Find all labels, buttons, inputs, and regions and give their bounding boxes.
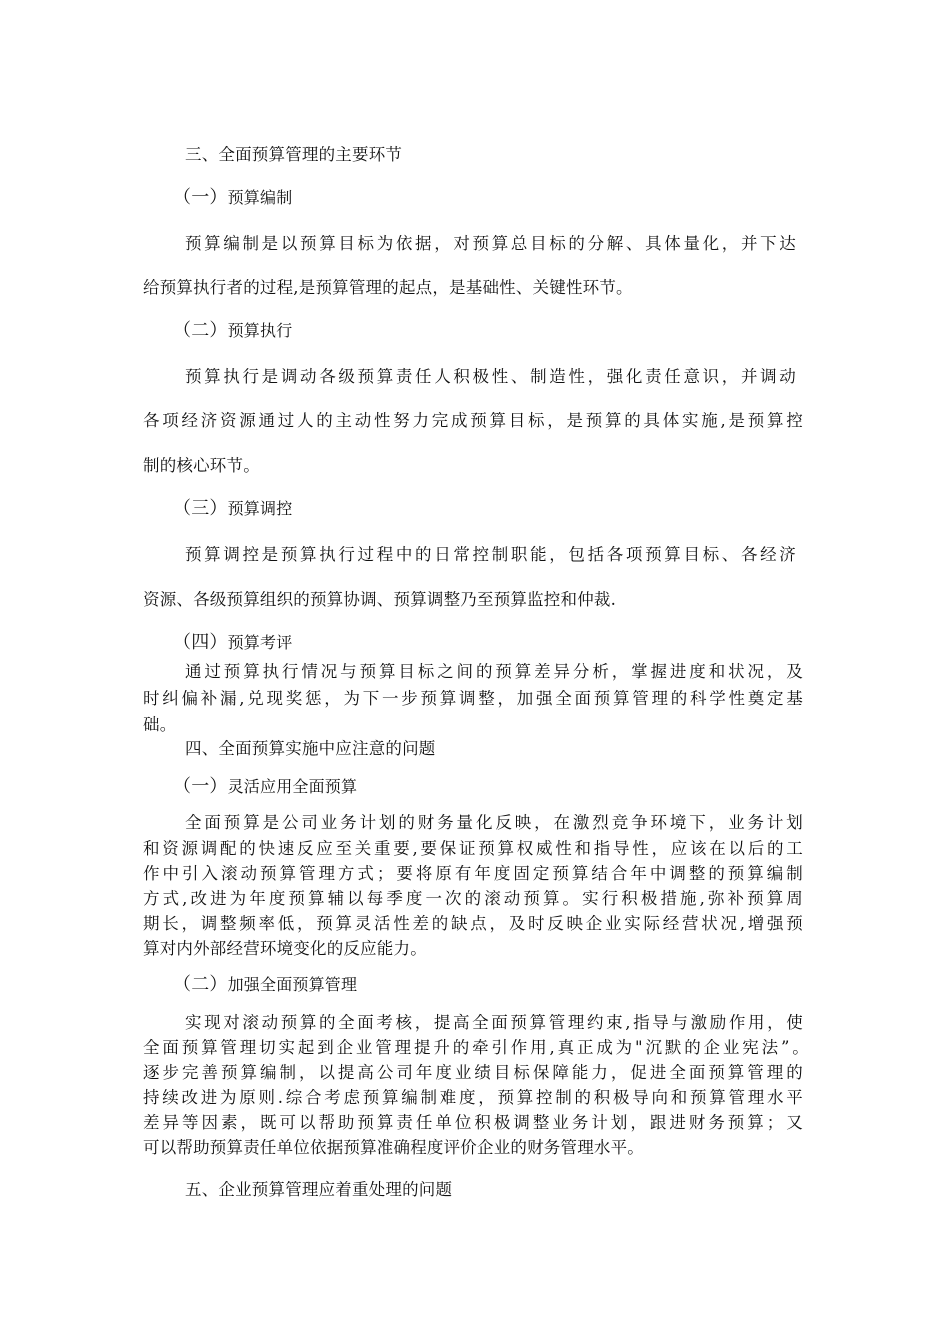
paragraph-line: 全面预算是公司业务计划的财务量化反映，在激烈竞争环境下，业务计划 bbox=[185, 813, 803, 832]
subsection-number: （一） bbox=[173, 776, 228, 797]
paragraph-line: 可以帮助预算责任单位依据预算准确程度评价企业的财务管理水平。 bbox=[143, 1138, 644, 1157]
paragraph-line: 预算调控是预算执行过程中的日常控制职能，包括各项预算目标、各经济 bbox=[185, 545, 796, 564]
subsection-3-2-heading bbox=[173, 320, 292, 342]
paragraph-line: 作中引入滚动预算管理方式；要将原有年度固定预算结合年中调整的预算编制 bbox=[143, 864, 803, 883]
subsection-3-4-heading bbox=[173, 632, 292, 654]
paragraph-line: 差异等因素，既可以帮助预算责任单位积极调整业务计划，跟进财务预算；又 bbox=[143, 1113, 803, 1132]
paragraph-line: 期长，调整频率低，预算灵活性差的缺点，及时反映企业实际经营状况,增强预 bbox=[143, 914, 803, 933]
paragraph-line: 实现对滚动预算的全面考核，提高全面预算管理约束,指导与激励作用，使 bbox=[185, 1013, 803, 1032]
subsection-4-2-heading bbox=[173, 974, 357, 996]
subsection-number: （三） bbox=[173, 498, 228, 519]
subsection-title: 预算考评 bbox=[227, 633, 293, 652]
paragraph-line: 预算编制是以预算目标为依据，对预算总目标的分解、具体量化，并下达 bbox=[185, 234, 796, 253]
subsection-number: （二） bbox=[173, 974, 228, 995]
paragraph-line: 方式,改进为年度预算辅以每季度一次的滚动预算。实行积极措施,弥补预算周 bbox=[143, 889, 803, 908]
paragraph-line: 全面预算管理切实起到企业管理提升的牵引作用,真正成为"沉默的企业宪法”。 bbox=[143, 1038, 809, 1057]
paragraph-line: 预算执行是调动各级预算责任人积极性、制造性，强化责任意识，并调动 bbox=[185, 367, 796, 386]
subsection-title: 加强全面预算管理 bbox=[227, 975, 358, 994]
subsection-title: 预算调控 bbox=[227, 499, 293, 518]
subsection-3-1-heading bbox=[173, 187, 292, 209]
subsection-title: 预算执行 bbox=[227, 321, 293, 340]
subsection-4-1-heading bbox=[173, 776, 357, 798]
subsection-3-3-heading bbox=[173, 498, 292, 520]
paragraph-line: 时纠偏补漏,兑现奖惩，为下一步预算调整，加强全面预算管理的科学性奠定基 bbox=[143, 689, 803, 708]
paragraph-line: 通过预算执行情况与预算目标之间的预算差异分析，掌握进度和状况，及 bbox=[185, 662, 803, 681]
paragraph-line: 础。 bbox=[143, 715, 177, 734]
subsection-title: 灵活应用全面预算 bbox=[227, 777, 358, 796]
paragraph-line: 给预算执行者的过程,是预算管理的起点，是基础性、关键性环节。 bbox=[143, 278, 633, 297]
paragraph-line: 持续改进为原则.综合考虑预算编制难度，预算控制的积极导向和预算管理水平 bbox=[143, 1088, 803, 1107]
section-3-heading: 三、全面预算管理的主要环节 bbox=[185, 145, 403, 164]
subsection-number: （二） bbox=[173, 320, 228, 341]
subsection-number: （四） bbox=[173, 632, 228, 653]
paragraph-line: 逐步完善预算编制，以提高公司年度业绩目标保障能力，促进全面预算管理的 bbox=[143, 1063, 803, 1082]
paragraph-line: 资源、各级预算组织的预算协调、预算调整乃至预算监控和仲裁. bbox=[143, 590, 617, 609]
section-5-heading: 五、企业预算管理应着重处理的问题 bbox=[185, 1180, 453, 1199]
paragraph-line: 算对内外部经营环境变化的反应能力。 bbox=[143, 939, 427, 958]
subsection-title: 预算编制 bbox=[227, 188, 293, 207]
paragraph-line: 制的核心环节。 bbox=[143, 456, 260, 475]
paragraph-line: 和资源调配的快速反应至关重要,要保证预算权威性和指导性，应该在以后的工 bbox=[143, 839, 803, 858]
subsection-number: （一） bbox=[173, 187, 228, 208]
section-4-heading: 四、全面预算实施中应注意的问题 bbox=[185, 739, 436, 758]
paragraph-line: 各项经济资源通过人的主动性努力完成预算目标，是预算的具体实施,是预算控 bbox=[143, 411, 803, 430]
